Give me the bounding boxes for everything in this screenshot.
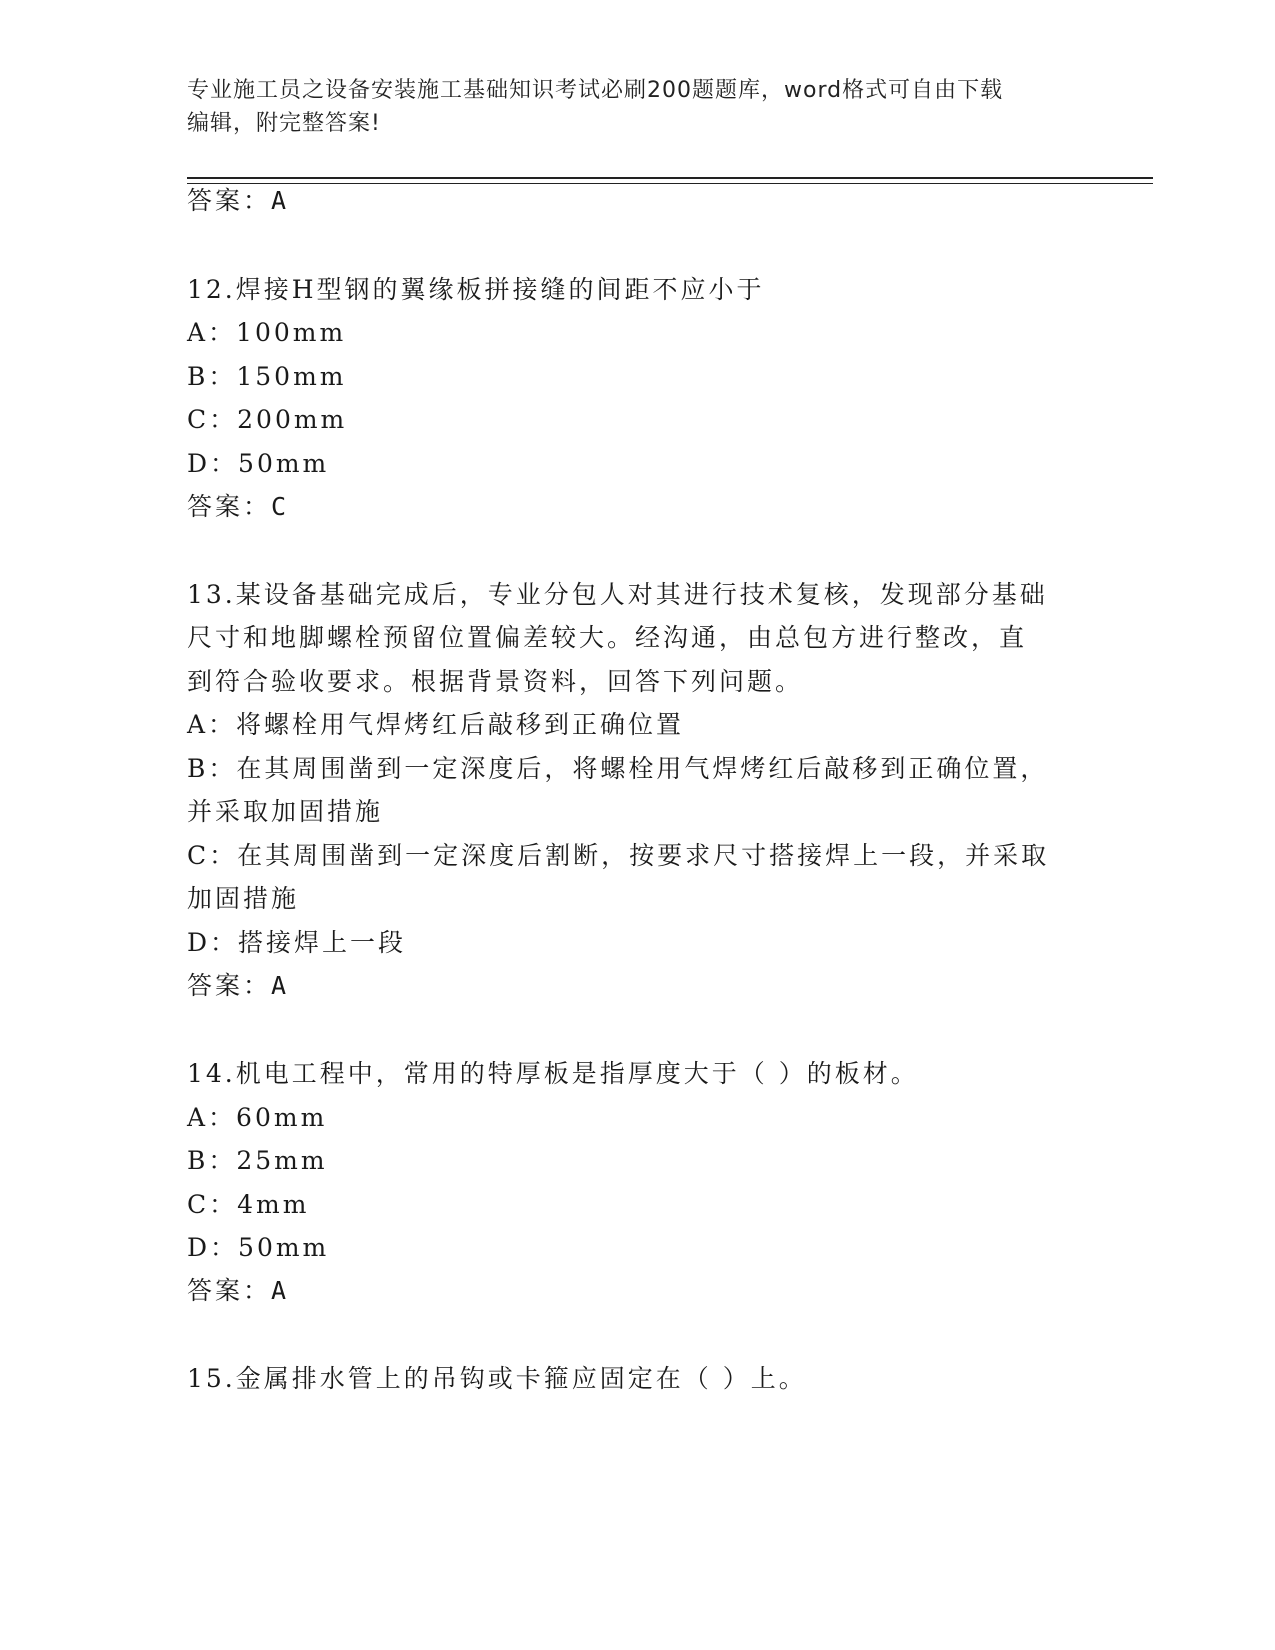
answer-value: A: [271, 186, 287, 215]
document-header: [187, 74, 1067, 140]
question-14-option-d: D：50mm: [187, 1233, 330, 1262]
question-13-stem-line-2: 尺寸和地脚螺栓预留位置偏差较大。经沟通，由总包方进行整改，直: [187, 623, 1028, 652]
question-13-stem-line-3: 到符合验收要求。根据背景资料，回答下列问题。: [187, 667, 804, 696]
question-15-stem: 15.金属排水管上的吊钩或卡箍应固定在（ ）上。: [187, 1364, 807, 1393]
question-13-stem-line-1: 13.某设备基础完成后，专业分包人对其进行技术复核，发现部分基础: [187, 580, 1048, 609]
question-12-option-c: C：200mm: [187, 405, 348, 434]
question-14-option-c: C：4mm: [187, 1190, 310, 1219]
question-13-option-a: A：将螺栓用气焊烤红后敲移到正确位置: [187, 710, 685, 739]
question-13-answer: [187, 971, 1087, 1001]
header-line-2: 编辑，附完整答案!: [187, 111, 381, 136]
answer-line: [187, 186, 1087, 216]
answer-label: 答案：: [187, 971, 272, 1000]
question-13-option-b-line-1: B：在其周围凿到一定深度后，将螺栓用气焊烤红后敲移到正确位置，: [187, 754, 1049, 783]
header-rule-thick: [187, 177, 1153, 179]
answer-value: A: [271, 1276, 287, 1305]
answer-label: 答案：: [187, 492, 272, 521]
question-12-answer: [187, 492, 1087, 522]
question-12-stem: 12.焊接H型钢的翼缘板拼接缝的间距不应小于: [187, 275, 765, 304]
question-14-answer: [187, 1276, 1087, 1306]
question-12-option-b: B：150mm: [187, 362, 347, 391]
header-line-1: 专业施工员之设备安装施工基础知识考试必刷200题题库，word格式可自由下载: [187, 78, 1004, 103]
question-14-stem: 14.机电工程中，常用的特厚板是指厚度大于（ ）的板材。: [187, 1059, 919, 1088]
answer-value: C: [271, 492, 287, 521]
question-13-option-b-line-2: 并采取加固措施: [187, 797, 384, 826]
question-14-option-a: A：60mm: [187, 1103, 328, 1132]
header-rule-thin: [187, 183, 1153, 184]
question-12-option-a: A：100mm: [187, 318, 347, 347]
question-12-option-d: D：50mm: [187, 449, 330, 478]
question-13-option-d: D：搭接焊上一段: [187, 928, 407, 957]
answer-label: 答案：: [187, 1276, 272, 1305]
question-13-option-c-line-2: 加固措施: [187, 884, 300, 913]
question-13-option-c-line-1: C：在其周围凿到一定深度后割断，按要求尺寸搭接焊上一段，并采取: [187, 841, 1050, 870]
answer-label: 答案：: [187, 186, 272, 215]
answer-value: A: [271, 971, 287, 1000]
question-14-option-b: B：25mm: [187, 1146, 328, 1175]
